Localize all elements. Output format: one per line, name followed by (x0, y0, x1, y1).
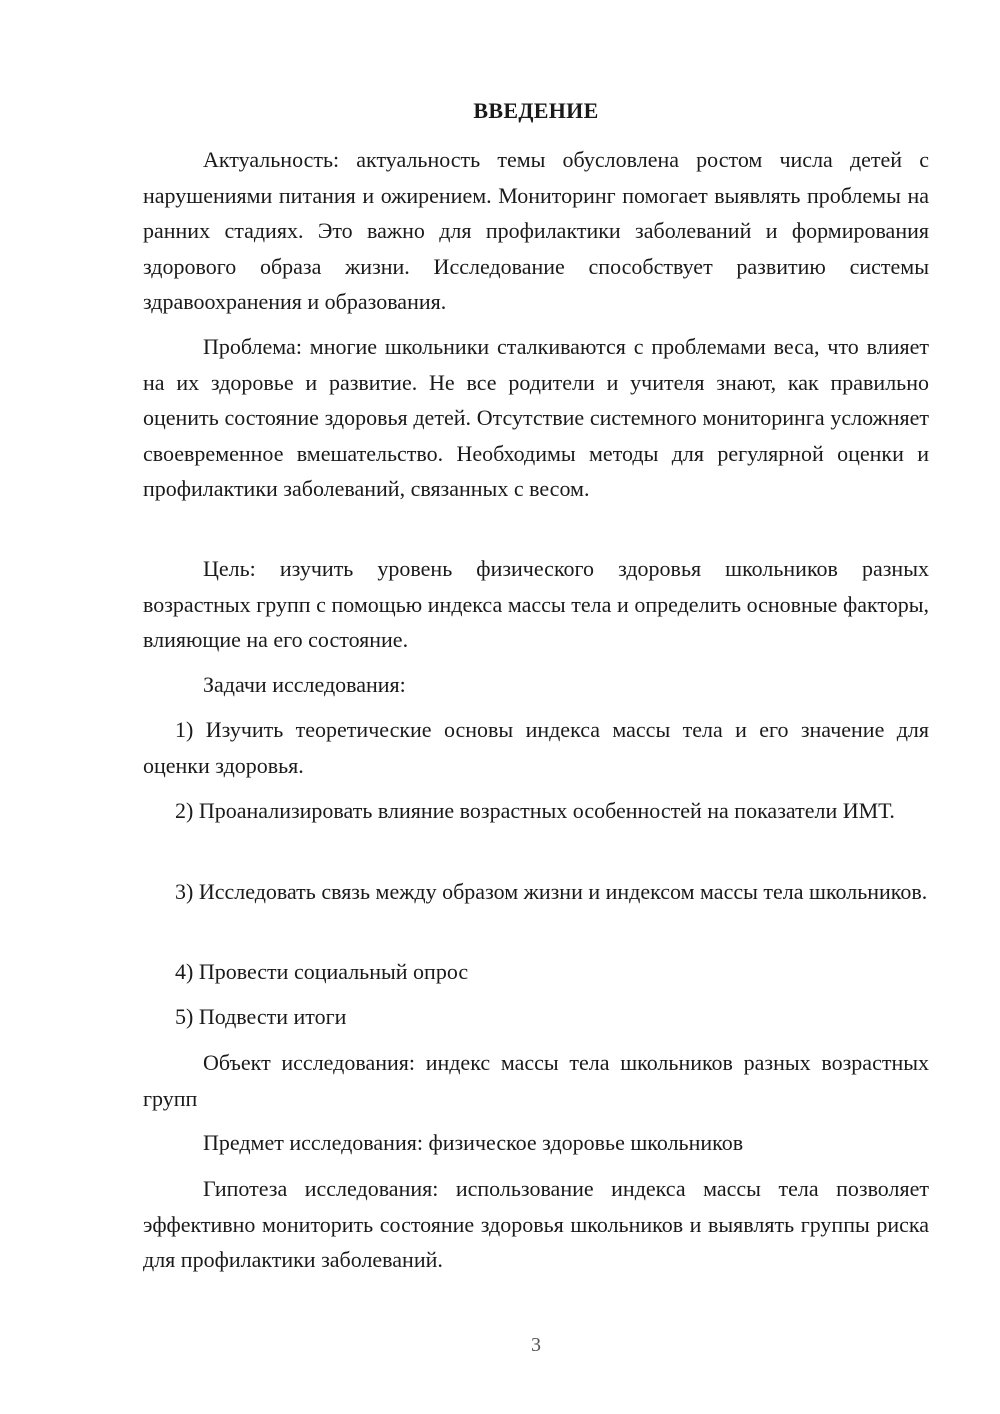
relevance-paragraph: Актуальность: актуальность темы обусловлена ростом числа детей с нарушениями питания и ожирением. Мониторинг помогает выявлять проблемы на ранних стадиях. Это важно для профилактики заболеваний и формирования здорового образа жизни. Исследование способствует развитию системы здравоохранения и образования. (143, 147, 929, 314)
tasks-title: Задачи исследования: (203, 672, 406, 697)
hypothesis-paragraph: Гипотеза исследования: использование индекса массы тела позволяет эффективно мониторить состояние здоровья школьников и выявлять группы риска для профилактики заболеваний. (143, 1176, 929, 1272)
task-item-5: 5) Подвести итоги (175, 1004, 347, 1029)
task-item-3: 3) Исследовать связь между образом жизни и индексом массы тела школьников. (175, 879, 928, 904)
task-item-1: 1) Изучить теоретические основы индекса массы тела и его значение для оценки здоровья. (143, 717, 929, 778)
page-number: 3 (531, 1334, 541, 1356)
task-item-2: 2) Проанализировать влияние возрастных особенностей на показатели ИМТ. (175, 798, 895, 823)
task-item-4: 4) Провести социальный опрос (175, 959, 469, 984)
problem-paragraph: Проблема: многие школьники сталкиваются с проблемами веса, что влияет на их здоровье и развитие. Не все родители и учителя знают, как правильно оценить состояние здоровья детей. Отсутствие системного мониторинга усложняет своевременное вмешательство. Необходимы методы для регулярной оценки и профилактики заболеваний, связанных с весом. (143, 334, 929, 501)
page-title: ВВЕДЕНИЕ (473, 98, 599, 123)
goal-paragraph: Цель: изучить уровень физического здоровья школьников разных возрастных групп с помощью индекса массы тела и определить основные факторы, влияющие на его состояние. (143, 556, 929, 652)
object-paragraph: Объект исследования: индекс массы тела школьников разных возрастных групп (143, 1050, 929, 1111)
subject-paragraph: Предмет исследования: физическое здоровье школьников (203, 1130, 744, 1155)
